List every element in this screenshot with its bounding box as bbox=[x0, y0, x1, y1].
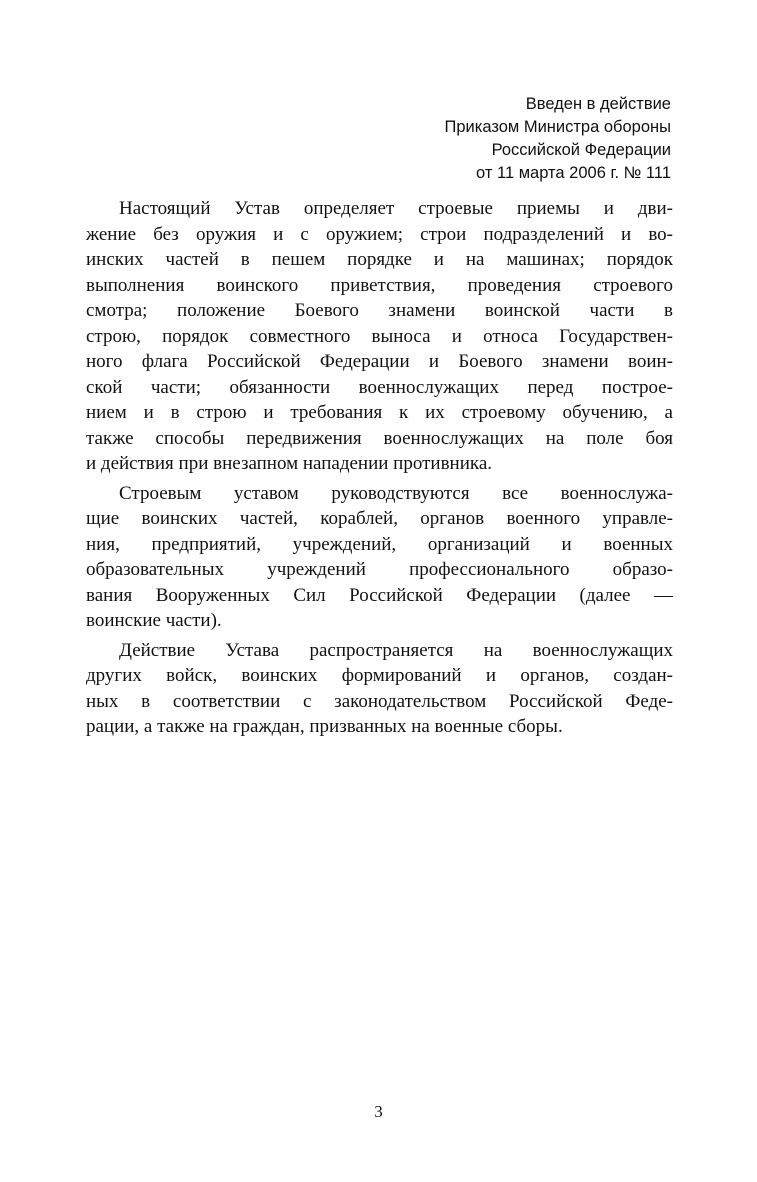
text-line: других войск, воинских формирований и органов, создан- bbox=[86, 665, 673, 686]
body-text bbox=[86, 196, 673, 744]
enactment-line: Российской Федерации bbox=[491, 141, 671, 159]
text-line: инских частей в пешем порядке и на машинах; порядок bbox=[86, 249, 673, 270]
text-line: смотра; положение Боевого знамени воинской части в bbox=[86, 300, 673, 321]
text-line: также способы передвижения военнослужащих на поле боя bbox=[86, 427, 673, 449]
text-line: Настоящий Устав определяет строевые приемы и дви- bbox=[119, 198, 673, 219]
text-line: строю, порядок совместного выноса и относа Государствен- bbox=[86, 325, 673, 347]
text-line: ния, предприятий, учреждений, организаций и военных bbox=[86, 533, 673, 555]
enactment-line: Введен в действие bbox=[525, 95, 671, 113]
text-line: Действие Устава распространяется на военнослужащих bbox=[119, 639, 673, 661]
paragraph-3 bbox=[86, 638, 673, 740]
page-number: 3 bbox=[374, 1102, 383, 1121]
text-line: жение без оружия и с оружием; строи подразделений и во- bbox=[86, 223, 673, 245]
text-line: щие воинских частей, кораблей, органов военного управле- bbox=[86, 508, 673, 529]
enactment-note bbox=[445, 93, 671, 185]
paragraph-2 bbox=[86, 481, 673, 634]
enactment-line: Приказом Министра обороны bbox=[444, 118, 671, 136]
text-line: образовательных учреждений профессионального образо- bbox=[86, 559, 673, 580]
paragraph-1 bbox=[86, 196, 673, 477]
text-line: нием и в строю и требования к их строевому обучению, а bbox=[86, 402, 673, 423]
text-line: ных в соответствии с законодательством Российской Феде- bbox=[86, 690, 673, 712]
text-line: вания Вооруженных Сил Российской Федерации (далее — bbox=[86, 584, 673, 606]
text-line: выполнения воинского приветствия, проведения строевого bbox=[86, 274, 673, 296]
text-line: Строевым уставом руководствуются все военнослужа- bbox=[119, 482, 673, 504]
enactment-line: от 11 марта 2006 г. № 111 bbox=[476, 164, 671, 182]
text-line: ской части; обязанности военнослужащих перед построе- bbox=[86, 376, 673, 398]
text-line: и действия при внезапном нападении противника. bbox=[86, 453, 493, 474]
text-line: рации, а также на граждан, призванных на военные сборы. bbox=[86, 716, 563, 737]
text-line: воинские части). bbox=[86, 610, 222, 631]
text-line: ного флага Российской Федерации и Боевого знамени воин- bbox=[86, 351, 673, 372]
